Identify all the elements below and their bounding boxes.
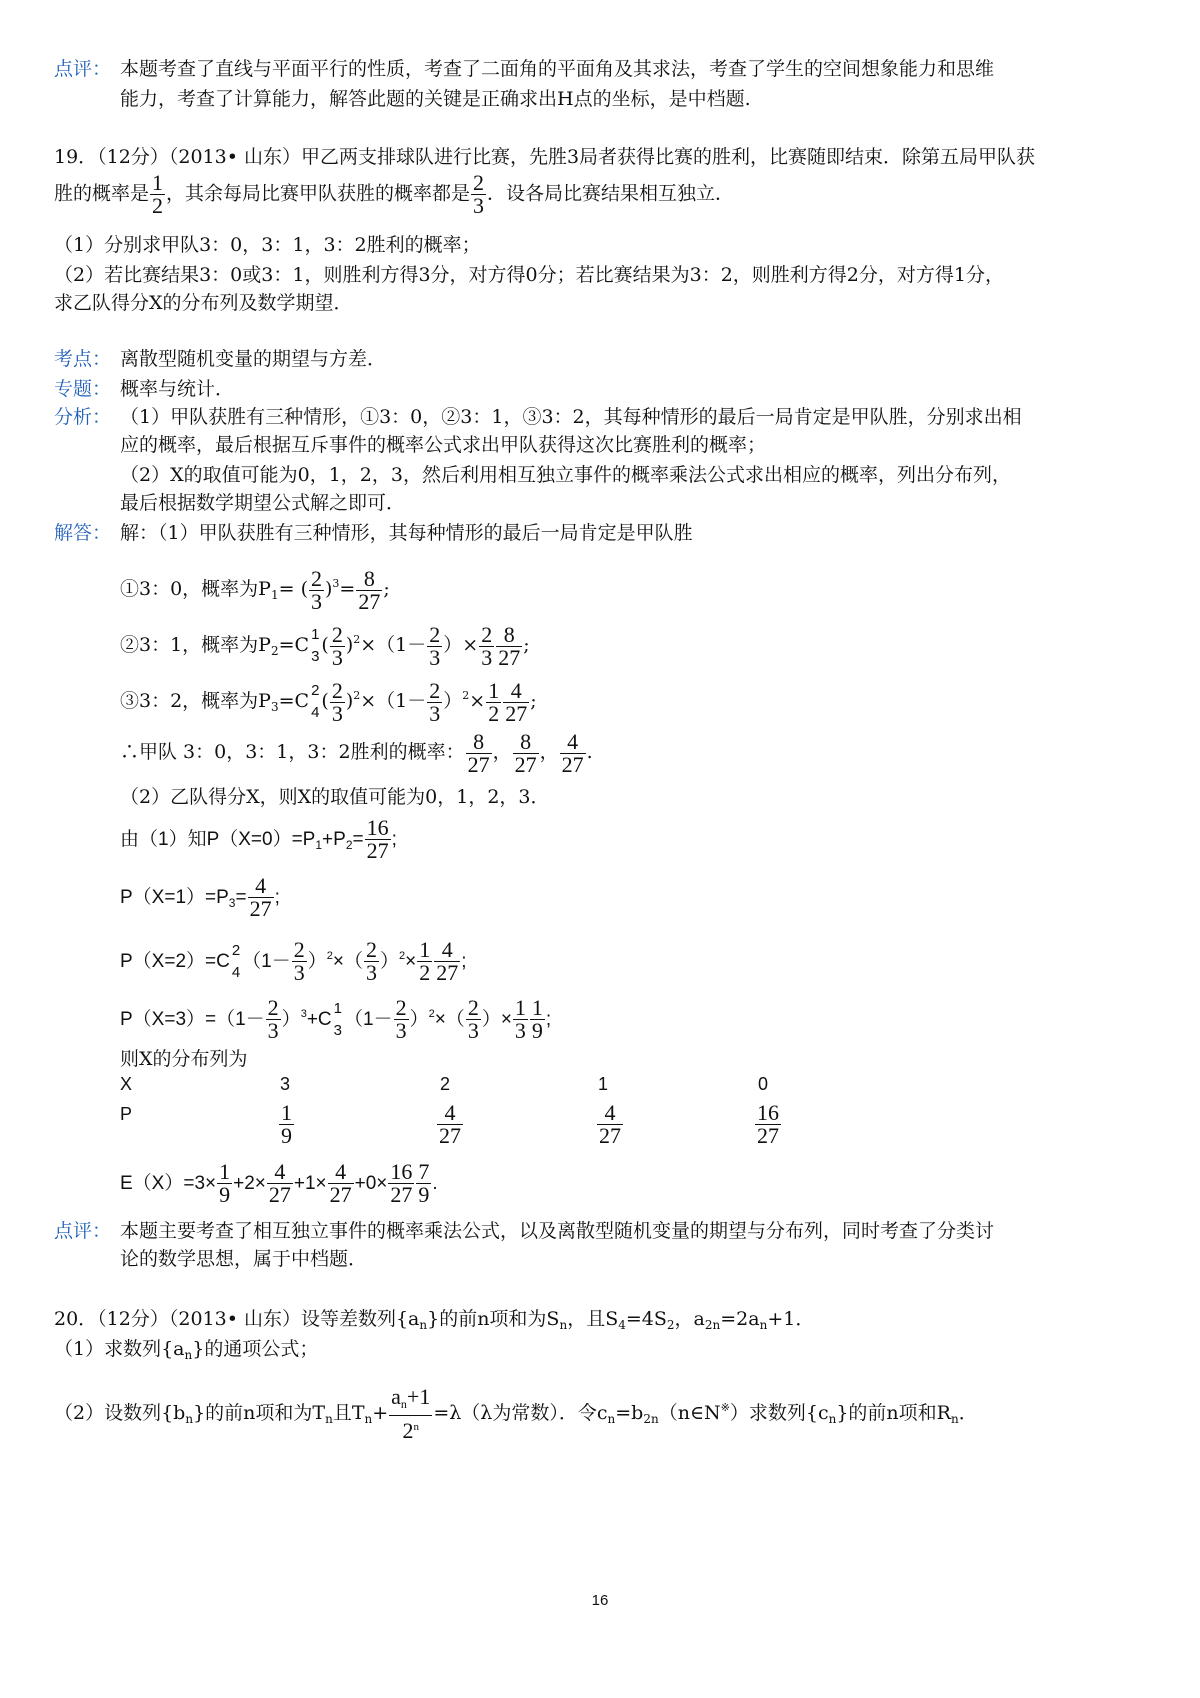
table-x-value: 1 <box>598 1074 609 1094</box>
table-p-label: P <box>120 1104 133 1124</box>
zhuanti-text: 概率与统计． <box>120 378 235 400</box>
kaodian-text: 离散型随机变量的期望与方差． <box>120 348 387 370</box>
fenxi-line-1: （1）甲队获胜有三种情形，①3：0，②3：1，③3：2，其每种情形的最后一局肯定是甲队胜，分别求出相 <box>120 406 1022 428</box>
fenxi-line-4: 最后根据数学期望公式解之即可． <box>120 492 406 514</box>
comment-line-1: 本题考查了直线与平面平行的性质，考查了二面角的平面角及其求法，考查了学生的空间想象能力和思维 <box>120 58 995 80</box>
page-number: 16 <box>591 1592 609 1609</box>
q19-stem-line-2: 胜的概率是 $\frac{1}{2}$ ，其余每局比赛甲队获胜的概率都是 $\frac{2}{3}$ ．设各局比赛结果相互独立． <box>54 170 735 218</box>
q20-part-1: （1）求数列$\{a_n\}$的通项公式； <box>54 1338 319 1362</box>
table-x-value: 3 <box>280 1074 291 1094</box>
therefore-line: ∴甲队 3：0，3：1，3：2胜利的概率： $\frac{8}{27}$ ， $\frac{8}{27}$ ， $\frac{4}{27}$ . <box>120 728 593 777</box>
comment-19-line-2: 论的数学思想，属于中档题． <box>120 1248 368 1270</box>
table-x-value: 0 <box>758 1074 769 1094</box>
part2-solution: （2）乙队得分X，则X的取值可能为0，1，2，3． <box>120 786 550 808</box>
jieda-line-1: 解：（1）甲队获胜有三种情形，其每种情形的最后一局肯定是甲队胜 <box>120 522 693 544</box>
q19-part-1: （1）分别求甲队3：0，3：1，3：2胜利的概率； <box>54 234 481 256</box>
q19-part-2-line-2: 求乙队得分X的分布列及数学期望． <box>54 292 353 314</box>
comment-line-2: 能力，考查了计算能力，解答此题的关键是正确求出H点的坐标，是中档题. <box>120 88 751 110</box>
q20-part-2: （2）设数列$\{b_n\}$的前n项和为$T_n$且$T_n+$ $\frac{a_n+1}{2^n}$ =λ（λ为常数）．令$c_n=b_{2n}(n\in N^※)$求数列$\{c_n\}$的前n项和$R_n$． <box>54 1384 978 1443</box>
fraction-half: $\frac{1}{2}$ <box>152 170 164 218</box>
fenxi-line-3: （2）X的取值可能为0，1，2，3，然后利用相互独立事件的概率乘法公式求出相应的概率，列出分布列， <box>120 464 1011 486</box>
case-3-0: ①3：0，概率为$P_1=$ ( $\frac{2}{3}$ )$^3$= $\frac{8}{27}$ ; <box>120 565 390 614</box>
px0-line: 由（1）知$P(X=0)=P_1+P_2=$ $\frac{16}{27}$ ; <box>120 815 397 864</box>
fenxi-line-2: 应的概率，最后根据互斥事件的概率公式求出甲队获得这次比赛胜利的概率； <box>120 434 767 456</box>
jieda-label: 解答： <box>54 522 112 544</box>
px3-line: P（X=3）=（1－ $\frac{2}{3}$ ）$^3$+C 1 3 （1－ $\frac{2}{3}$ ）$^2$×（ $\frac{2}{3}$ ）× $\frac{1}{3}$ $\frac{1}{9}$ ; <box>120 995 552 1044</box>
px2-line: P（X=2）=C 2 4 （1－ $\frac{2}{3}$ ）$^2$×（ $\frac{2}{3}$ ）$^2$× $\frac{1}{2}$ $\frac{4}{27}$ ; <box>120 937 467 986</box>
table-p-value: $\frac{1}{9}$ <box>281 1100 292 1148</box>
q19-stem-line-1: 19．（12分）（2013• 山东）甲乙两支排球队进行比赛，先胜3局者获得比赛的胜利，比赛随即结束．除第五局甲队获 <box>54 146 1036 168</box>
comment-label-19: 点评： <box>54 1220 112 1242</box>
distribution-intro: 则X的分布列为 <box>120 1048 248 1070</box>
table-x-label: X <box>120 1074 133 1094</box>
case-3-2: ③3：2，概率为$P_3=C$ 2 4 ( $\frac{2}{3}$ )$^2$×（1－ $\frac{2}{3}$ ）$^2$× $\frac{1}{2}$ $\frac{4}{27}$ ; <box>120 677 537 726</box>
q20-stem: 20．（12分）（2013• 山东）设等差数列$\{a_n\}$的前n项和为$S_n$，且$S_4=4S_2$，$a_{2n}=2a_n+1$． <box>54 1308 815 1332</box>
expectation-line: E（X）=3× $\frac{1}{9}$ +2× $\frac{4}{27}$ +1× $\frac{4}{27}$ +0× $\frac{16}{27}$ $\frac{7}{9}$ . <box>120 1159 438 1208</box>
fraction-two-thirds: $\frac{2}{3}$ <box>473 170 485 218</box>
table-p-value: $\frac{4}{27}$ <box>599 1100 621 1148</box>
table-p-value: $\frac{16}{27}$ <box>757 1100 779 1148</box>
kaodian-label: 考点： <box>54 348 112 370</box>
q19-part-2-line-1: （2）若比赛结果3：0或3：1，则胜利方得3分，对方得0分；若比赛结果为3：2，则胜利方得2分，对方得1分， <box>54 264 1004 286</box>
case-3-1: ②3：1，概率为$P_2=C$ 1 3 ( $\frac{2}{3}$ )$^2$×（1－ $\frac{2}{3}$ ）× $\frac{2}{3}$ $\frac{8}{27}$ ; <box>120 621 530 670</box>
zhuanti-label: 专题： <box>54 378 112 400</box>
table-p-value: $\frac{4}{27}$ <box>439 1100 461 1148</box>
table-x-value: 2 <box>440 1074 451 1094</box>
comment-label: 点评： <box>54 58 112 80</box>
px1-line: $P(X=1)=P_3=$ $\frac{4}{27}$ ; <box>120 873 280 922</box>
comment-19-line-1: 本题主要考查了相互独立事件的概率乘法公式，以及离散型随机变量的期望与分布列，同时考查了分类讨 <box>120 1220 995 1242</box>
fenxi-label: 分析： <box>54 406 112 428</box>
